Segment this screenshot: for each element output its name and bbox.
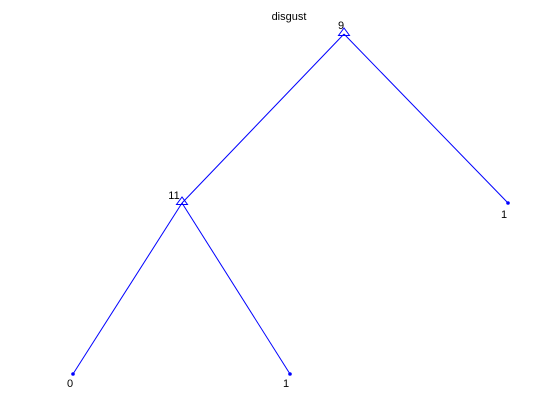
leaf-right-dot-marker <box>506 201 510 205</box>
leaf-right-label: 1 <box>500 209 508 221</box>
leaf-0-label: 0 <box>66 378 74 390</box>
leaf-0-dot-marker <box>71 372 75 376</box>
diagram-title: disgust <box>271 11 307 23</box>
leaf-1-label: 1 <box>282 378 290 390</box>
node-11-label: 11 <box>168 190 180 202</box>
root-node-label: 9 <box>337 20 345 32</box>
leaf-1-dot-marker <box>288 372 292 376</box>
